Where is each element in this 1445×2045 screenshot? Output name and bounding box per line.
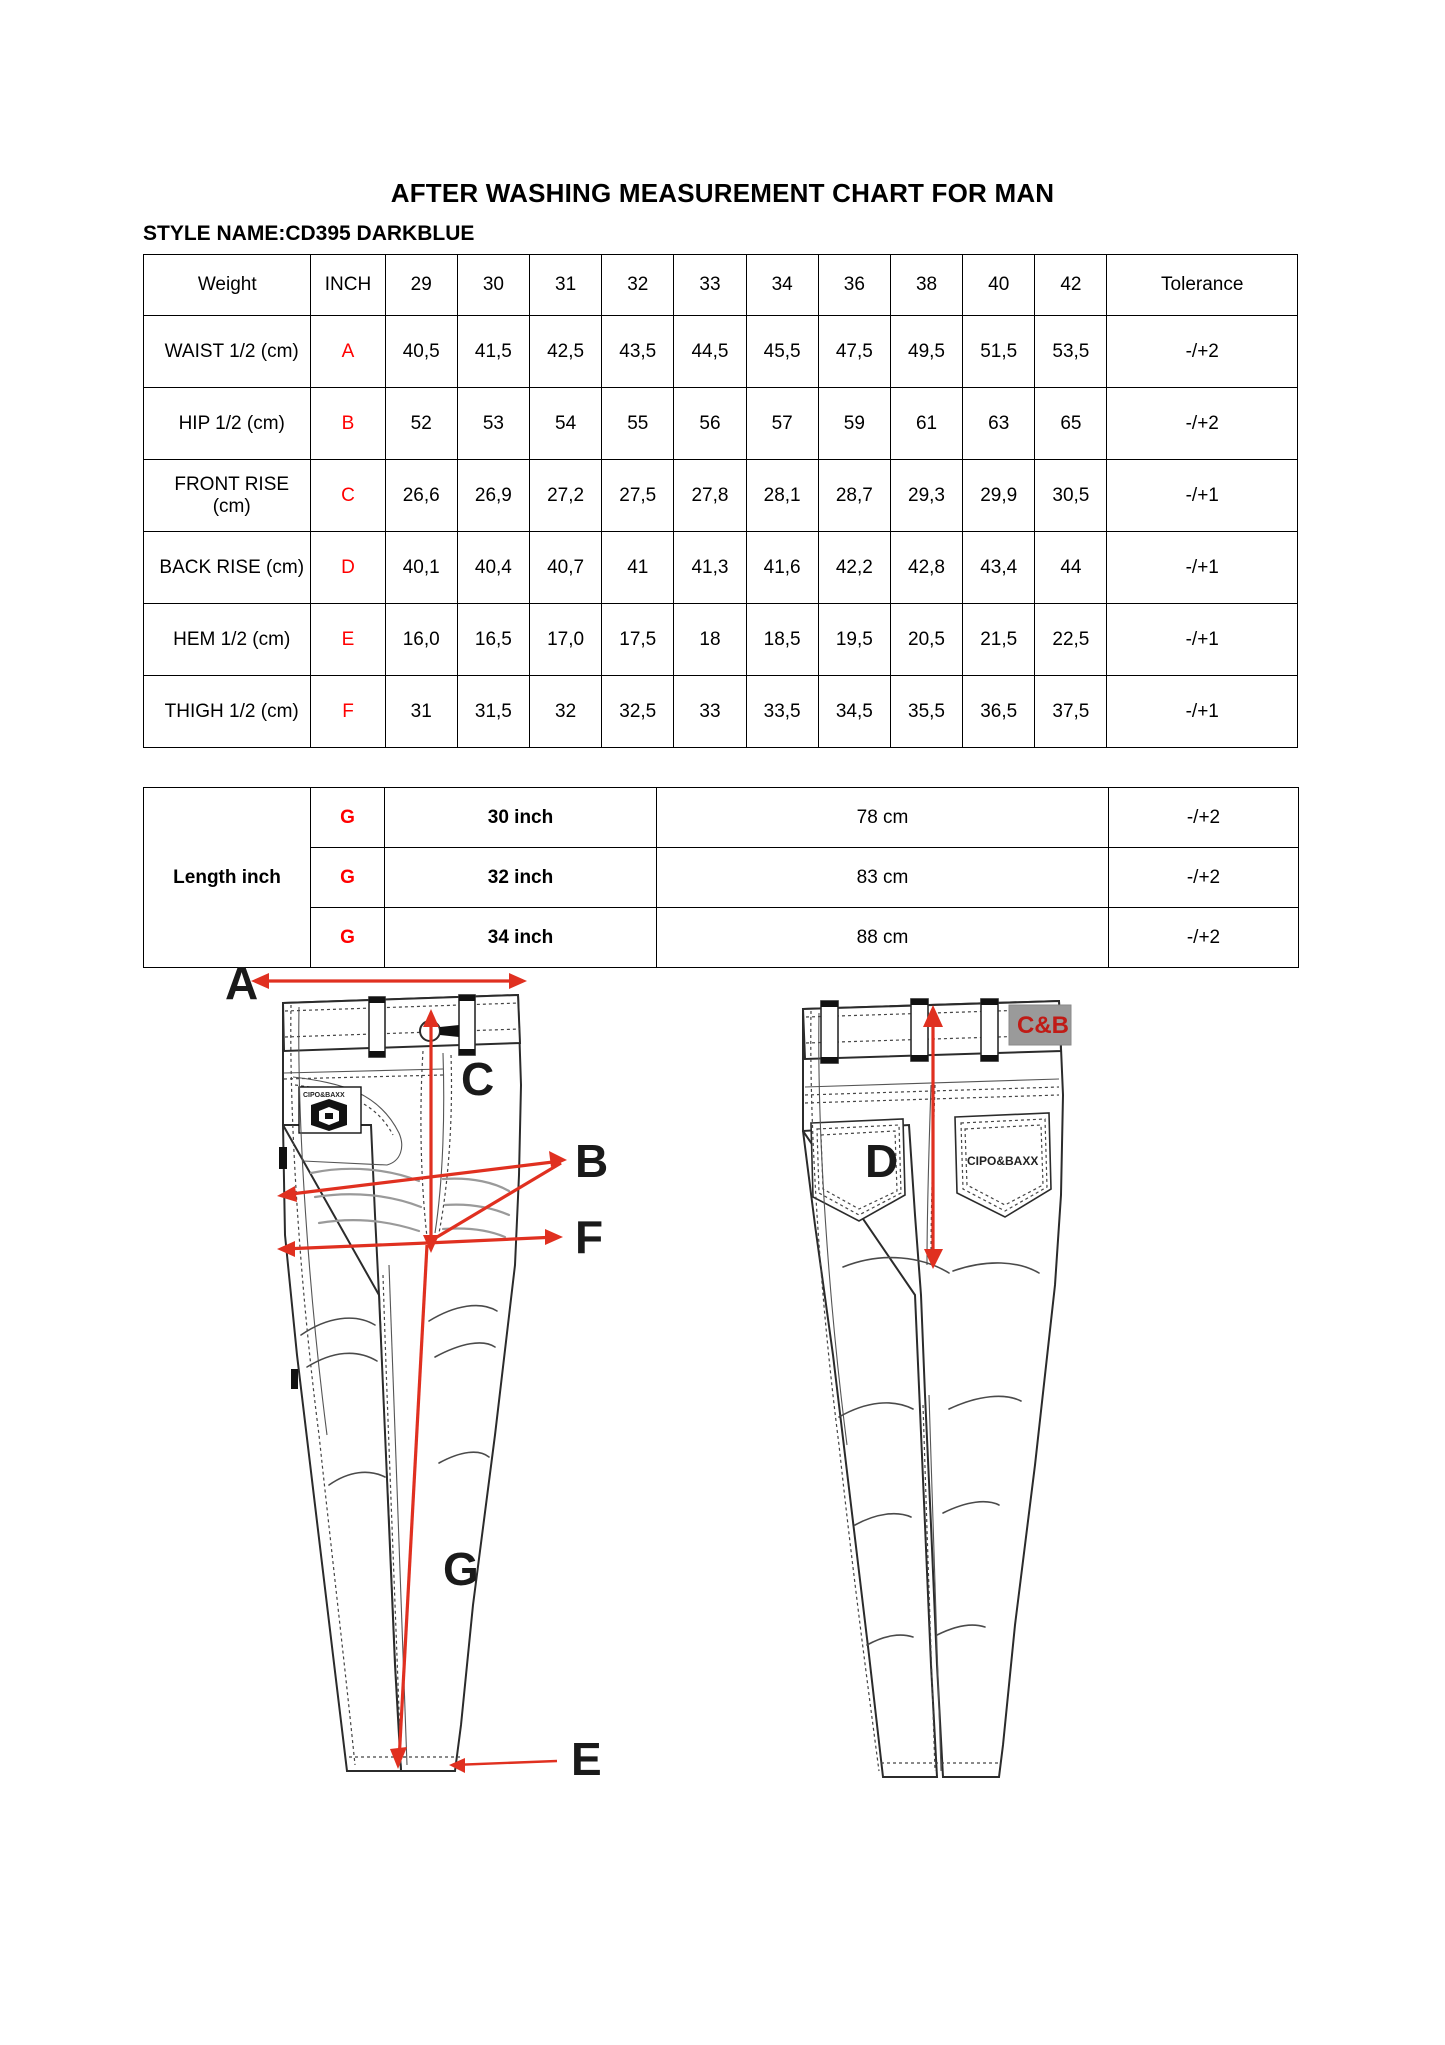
header-tolerance: Tolerance (1107, 255, 1298, 316)
cell-tolerance-c: -/+1 (1107, 460, 1298, 532)
cell-d-42: 44 (1035, 532, 1107, 604)
cell-d-36: 42,2 (818, 532, 890, 604)
cell-b-38: 61 (890, 388, 962, 460)
cell-e-38: 20,5 (890, 604, 962, 676)
jeans-front-view (279, 995, 521, 1771)
row-code-f: F (311, 676, 385, 748)
length-row-inch: 34 inch (385, 908, 657, 968)
row-code-b: B (311, 388, 385, 460)
length-row-cm: 88 cm (657, 908, 1109, 968)
row-label-a: WAIST 1/2 (cm) (144, 316, 311, 388)
table-row (144, 388, 1298, 460)
cell-e-32: 17,5 (602, 604, 674, 676)
cell-d-29: 40,1 (385, 532, 457, 604)
cell-c-31: 27,2 (529, 460, 601, 532)
cell-tolerance-f: -/+1 (1107, 676, 1298, 748)
marker-a-label: A (225, 965, 259, 1009)
back-pocket-brand: CIPO&BAXX (967, 1154, 1039, 1168)
length-inch-label: Length inch (144, 788, 311, 968)
length-row-code: G (311, 908, 385, 968)
marker-d-label: D (865, 1135, 899, 1187)
cell-e-31: 17,0 (529, 604, 601, 676)
header-size-38: 38 (890, 255, 962, 316)
cell-tolerance-e: -/+1 (1107, 604, 1298, 676)
length-row-inch: 32 inch (385, 848, 657, 908)
cell-d-32: 41 (602, 532, 674, 604)
row-code-d: D (311, 532, 385, 604)
cell-a-30: 41,5 (457, 316, 529, 388)
cell-c-32: 27,5 (602, 460, 674, 532)
cell-d-31: 40,7 (529, 532, 601, 604)
cell-d-34: 41,6 (746, 532, 818, 604)
cell-tolerance-b: -/+2 (1107, 388, 1298, 460)
cell-d-38: 42,8 (890, 532, 962, 604)
header-size-36: 36 (818, 255, 890, 316)
cell-f-30: 31,5 (457, 676, 529, 748)
cell-b-29: 52 (385, 388, 457, 460)
cell-c-40: 29,9 (963, 460, 1035, 532)
cell-b-30: 53 (457, 388, 529, 460)
style-name: STYLE NAME:CD395 DARKBLUE (143, 222, 475, 245)
cell-e-29: 16,0 (385, 604, 457, 676)
cell-b-40: 63 (963, 388, 1035, 460)
header-inch: INCH (311, 255, 385, 316)
marker-c-label: C (461, 1053, 495, 1105)
cell-c-34: 28,1 (746, 460, 818, 532)
cell-a-29: 40,5 (385, 316, 457, 388)
header-size-42: 42 (1035, 255, 1107, 316)
cell-f-31: 32 (529, 676, 601, 748)
cell-a-32: 43,5 (602, 316, 674, 388)
header-size-29: 29 (385, 255, 457, 316)
cell-b-34: 57 (746, 388, 818, 460)
svg-text:C&B: C&B (1017, 1012, 1069, 1039)
length-row-inch: 30 inch (385, 788, 657, 848)
measurement-table-header-row (144, 255, 1298, 316)
jeans-back-view (803, 999, 1071, 1777)
header-size-31: 31 (529, 255, 601, 316)
cell-a-38: 49,5 (890, 316, 962, 388)
cell-c-30: 26,9 (457, 460, 529, 532)
back-waistband-patch (1009, 1005, 1071, 1045)
cell-e-40: 21,5 (963, 604, 1035, 676)
cell-b-31: 54 (529, 388, 601, 460)
cell-f-34: 33,5 (746, 676, 818, 748)
length-row-cm: 78 cm (657, 788, 1109, 848)
table-row (144, 532, 1298, 604)
cell-f-40: 36,5 (963, 676, 1035, 748)
header-size-32: 32 (602, 255, 674, 316)
page-title: AFTER WASHING MEASUREMENT CHART FOR MAN (390, 178, 1055, 208)
length-table (143, 787, 1299, 968)
row-code-e: E (311, 604, 385, 676)
cell-d-40: 43,4 (963, 532, 1035, 604)
marker-f-label: F (575, 1211, 604, 1263)
cell-a-36: 47,5 (818, 316, 890, 388)
length-row-tolerance: -/+2 (1109, 848, 1299, 908)
header-size-33: 33 (674, 255, 746, 316)
row-label-b: HIP 1/2 (cm) (144, 388, 311, 460)
cell-c-29: 26,6 (385, 460, 457, 532)
cell-f-29: 31 (385, 676, 457, 748)
length-row-cm: 83 cm (657, 848, 1109, 908)
cell-b-42: 65 (1035, 388, 1107, 460)
jeans-technical-drawing (143, 965, 1303, 1845)
row-label-d: BACK RISE (cm) (144, 532, 311, 604)
measurement-table (143, 254, 1298, 748)
cell-f-33: 33 (674, 676, 746, 748)
row-label-e: HEM 1/2 (cm) (144, 604, 311, 676)
table-row (144, 316, 1298, 388)
cell-f-36: 34,5 (818, 676, 890, 748)
cell-a-40: 51,5 (963, 316, 1035, 388)
cell-d-33: 41,3 (674, 532, 746, 604)
cell-a-34: 45,5 (746, 316, 818, 388)
row-code-a: A (311, 316, 385, 388)
length-table-row (144, 788, 1299, 848)
cell-b-33: 56 (674, 388, 746, 460)
header-weight: Weight (144, 255, 311, 316)
cell-d-30: 40,4 (457, 532, 529, 604)
marker-e-label: E (571, 1733, 602, 1785)
cell-e-30: 16,5 (457, 604, 529, 676)
cell-e-34: 18,5 (746, 604, 818, 676)
cell-e-42: 22,5 (1035, 604, 1107, 676)
length-row-tolerance: -/+2 (1109, 908, 1299, 968)
cell-e-33: 18 (674, 604, 746, 676)
front-pocket-logo (299, 1087, 361, 1133)
cell-f-42: 37,5 (1035, 676, 1107, 748)
cell-f-38: 35,5 (890, 676, 962, 748)
length-row-code: G (311, 788, 385, 848)
cell-b-32: 55 (602, 388, 674, 460)
length-row-code: G (311, 848, 385, 908)
row-code-c: C (311, 460, 385, 532)
cell-c-38: 29,3 (890, 460, 962, 532)
cell-b-36: 59 (818, 388, 890, 460)
cell-a-33: 44,5 (674, 316, 746, 388)
cell-c-42: 30,5 (1035, 460, 1107, 532)
length-table-row (144, 848, 1299, 908)
cell-f-32: 32,5 (602, 676, 674, 748)
marker-b-label: B (575, 1135, 609, 1187)
row-label-f: THIGH 1/2 (cm) (144, 676, 311, 748)
row-label-c: FRONT RISE (cm) (144, 460, 311, 532)
cell-tolerance-d: -/+1 (1107, 532, 1298, 604)
header-size-30: 30 (457, 255, 529, 316)
marker-g-label: G (443, 1543, 479, 1595)
cell-e-36: 19,5 (818, 604, 890, 676)
table-row (144, 460, 1298, 532)
cell-c-33: 27,8 (674, 460, 746, 532)
cell-a-31: 42,5 (529, 316, 601, 388)
cell-a-42: 53,5 (1035, 316, 1107, 388)
length-row-tolerance: -/+2 (1109, 788, 1299, 848)
header-size-34: 34 (746, 255, 818, 316)
cell-c-36: 28,7 (818, 460, 890, 532)
table-row (144, 604, 1298, 676)
table-row (144, 676, 1298, 748)
cell-tolerance-a: -/+2 (1107, 316, 1298, 388)
header-size-40: 40 (963, 255, 1035, 316)
length-table-row (144, 908, 1299, 968)
svg-text:CIPO&BAXX: CIPO&BAXX (303, 1092, 345, 1099)
